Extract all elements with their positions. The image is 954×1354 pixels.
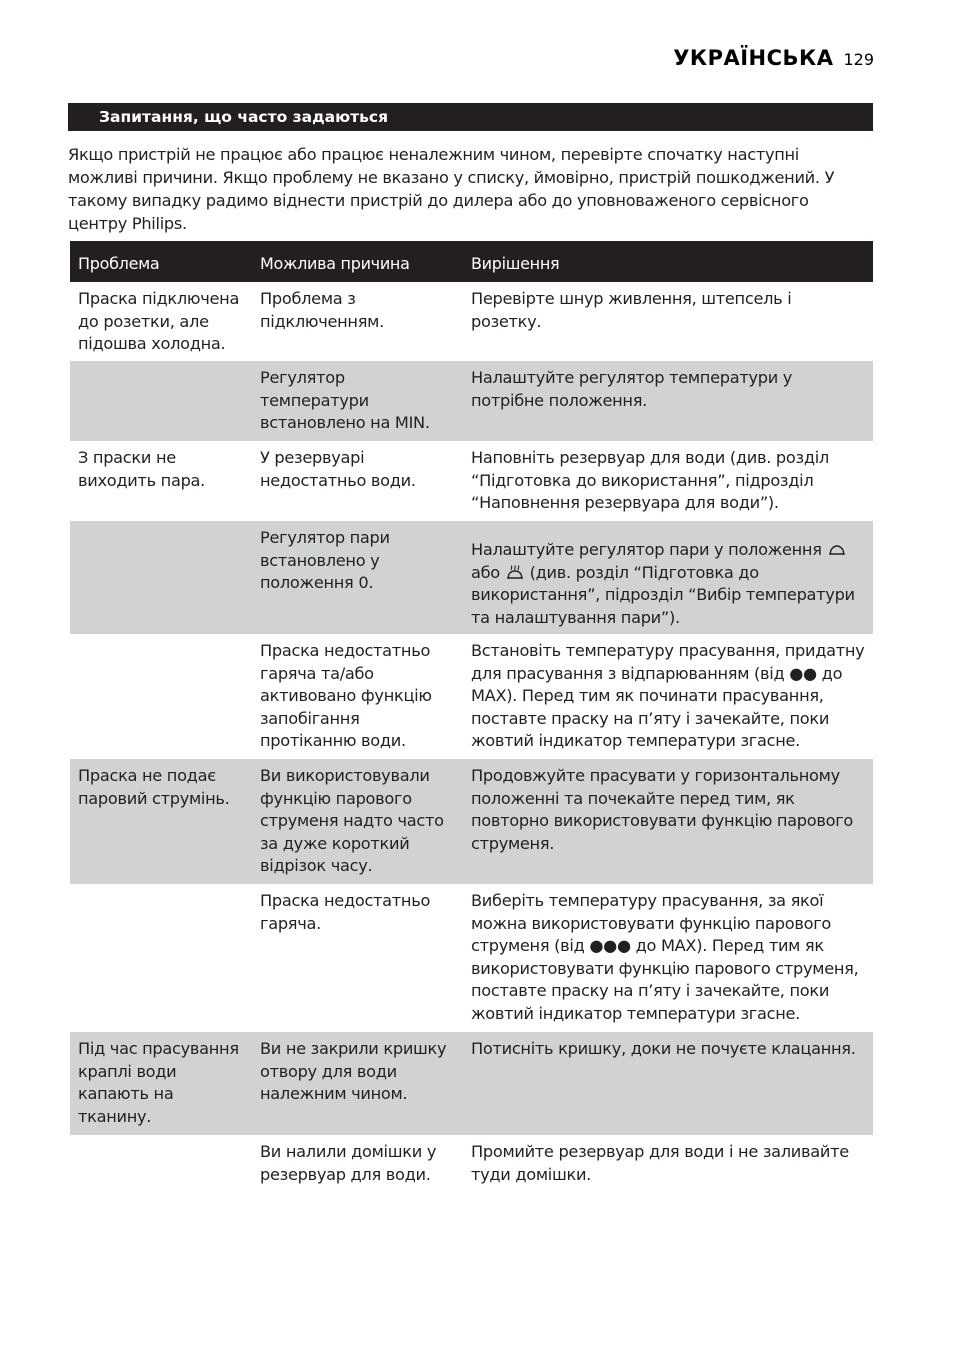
problem-cell: З праски не виходить пара. bbox=[78, 448, 206, 490]
table-row bbox=[70, 521, 873, 634]
cause-cell: У резервуарі недостатньо води. bbox=[260, 448, 416, 490]
page-header bbox=[673, 46, 874, 70]
solution-cell: Налаштуйте регулятор температури у потрібне положення. bbox=[471, 368, 793, 410]
cause-cell: Проблема з підключенням. bbox=[260, 289, 384, 331]
solution-text-part: (див. розділ “Підготовка до використання”, підрозділ “Вибір температури та налаштування пари”). bbox=[471, 562, 855, 627]
solution-text-part: Налаштуйте регулятор пари у положення bbox=[471, 540, 827, 559]
table-row bbox=[70, 282, 873, 361]
cause-cell: Ви не закрили кришку отвору для води належним чином. bbox=[260, 1039, 447, 1104]
steam-low-icon bbox=[827, 542, 847, 556]
table-row bbox=[70, 1135, 873, 1195]
solution-cell: Наповніть резервуар для води (див. розділ “Підготовка до використання”, підрозділ “Наповнення резервуара для води”). bbox=[471, 448, 829, 513]
header-problem: Проблема bbox=[78, 253, 160, 273]
steam-high-icon bbox=[505, 565, 525, 579]
solution-cell: Потисніть кришку, доки не почуєте клацання. bbox=[471, 1039, 856, 1058]
cause-cell: Праска недостатньо гаряча. bbox=[260, 891, 431, 933]
solution-cell: Продовжуйте прасувати у горизонтальному положенні та почекайте перед тим, як повторно використовувати функцію парового струменя. bbox=[471, 766, 854, 853]
table-row bbox=[70, 884, 873, 1032]
problem-cell: Праска не подає паровий струмінь. bbox=[78, 766, 230, 808]
solution-cell: Перевірте шнур живлення, штепсель і розетку. bbox=[471, 289, 792, 331]
problem-cell bbox=[70, 361, 252, 441]
language-title: УКРАЇНСЬКА bbox=[673, 46, 834, 70]
solution-text-part: або bbox=[471, 562, 505, 582]
cause-cell: Ви використовували функцію парового струменя надто часто за дуже короткий відрізок часу. bbox=[260, 766, 444, 876]
header-solution: Вирішення bbox=[471, 253, 560, 273]
problem-cell bbox=[70, 521, 252, 634]
table-header bbox=[70, 241, 873, 282]
table-row bbox=[70, 361, 873, 441]
cause-cell: Регулятор температури встановлено на MIN. bbox=[260, 368, 430, 433]
solution-cell: Промийте резервуар для води і не заливайте туди домішки. bbox=[471, 1142, 849, 1184]
intro-paragraph: Якщо пристрій не працює або працює неналежним чином, перевірте спочатку наступні можливі причини. Якщо проблему не вказано у списку, ймовірно, пристрій пошкоджений. У такому випадку радимо віднести пристрій до дилера або до уповноваженого сервісного центру Philips. bbox=[68, 145, 835, 233]
header-cause: Можлива причина bbox=[260, 253, 410, 273]
problem-cell: Праска підключена до розетки, але підошва холодна. bbox=[78, 289, 240, 354]
solution-cell: Виберіть температуру прасування, за якої можна використовувати функцію парового струменя (від ●●● до MAX). Перед тим як використовувати функцію парового струменя, поставте праску на п’яту і зачекайте, поки жовтий індикатор температури згасне. bbox=[471, 891, 859, 1023]
solution-cell: Встановіть температуру прасування, придатну для прасування з відпарюванням (від ●● до MAX). Перед тим як починати прасування, поставте праску на п’яту і зачекайте, поки жовтий індикатор температури згасне. bbox=[471, 641, 865, 751]
table-row bbox=[70, 1032, 873, 1135]
cause-cell: Праска недостатньо гаряча та/або активовано функцію запобігання протіканню води. bbox=[260, 641, 432, 751]
cause-cell: Ви налили домішки у резервуар для води. bbox=[260, 1142, 437, 1184]
problem-cell: Під час прасування краплі води капають на тканину. bbox=[78, 1039, 239, 1126]
section-heading: Запитання, що часто задаються bbox=[68, 103, 873, 131]
problem-cell bbox=[70, 634, 252, 759]
faq-table bbox=[70, 241, 873, 1195]
table-row bbox=[70, 634, 873, 759]
table-row bbox=[70, 759, 873, 884]
problem-cell bbox=[70, 884, 252, 1032]
page-number: 129 bbox=[843, 50, 874, 69]
solution-cell bbox=[463, 521, 873, 634]
problem-cell bbox=[70, 1135, 252, 1195]
table-row bbox=[70, 441, 873, 521]
cause-cell: Регулятор пари встановлено у положення 0. bbox=[260, 528, 390, 593]
